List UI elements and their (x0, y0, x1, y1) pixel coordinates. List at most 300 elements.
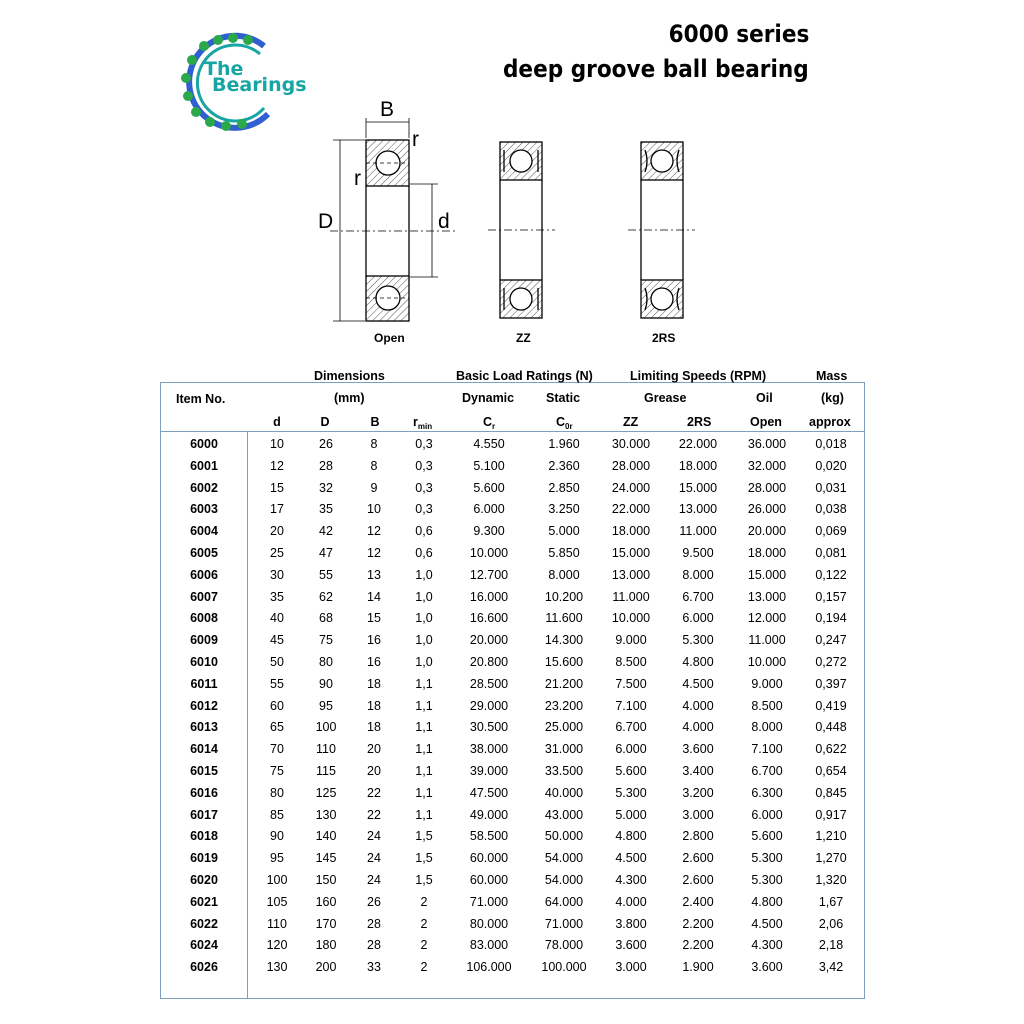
cell-speed-zz: 3.600 (615, 938, 647, 953)
cell-outer-d: 42 (319, 524, 333, 539)
cell-speed-zz: 24.000 (611, 480, 651, 495)
cell-speed-2rs: 5.300 (682, 633, 714, 648)
cell-outer-d: 80 (319, 654, 333, 669)
cell-item-no: 6017 (190, 807, 218, 822)
cell-speed-oil: 32.000 (747, 458, 787, 473)
cell-bore-d: 100 (266, 872, 288, 887)
header-grease: Grease (644, 391, 687, 405)
cell-dynamic-cr: 5.100 (473, 458, 505, 473)
cell-bore-d: 40 (270, 611, 284, 626)
cell-bore-d: 90 (270, 829, 284, 844)
cell-bore-d: 55 (270, 676, 284, 691)
cell-static-c0r: 25.000 (544, 720, 584, 735)
cell-mass: 0,031 (815, 480, 847, 495)
table-row (160, 805, 865, 827)
cell-static-c0r: 3.250 (548, 502, 580, 517)
cell-mass: 1,320 (815, 872, 847, 887)
cell-bore-d: 95 (270, 851, 284, 866)
cell-bore-d: 35 (270, 589, 284, 604)
cell-speed-2rs: 18.000 (678, 458, 718, 473)
cell-outer-d: 125 (315, 785, 337, 800)
cell-r-min: 2 (420, 894, 428, 909)
cell-outer-d: 150 (315, 872, 337, 887)
page-title: 6000 series (668, 20, 809, 48)
cell-static-c0r: 33.500 (544, 763, 584, 778)
cell-r-min: 1,5 (415, 872, 433, 887)
cell-r-min: 0,3 (415, 437, 433, 451)
table-row (160, 892, 865, 914)
table-row (160, 914, 865, 936)
cell-static-c0r: 78.000 (544, 938, 584, 953)
cell-speed-zz: 9.000 (615, 633, 647, 648)
cell-speed-oil: 18.000 (747, 545, 787, 560)
cell-r-min: 2 (420, 960, 428, 975)
header-static: Static (546, 391, 581, 405)
cell-speed-oil: 20.000 (747, 524, 787, 539)
cell-speed-2rs: 2.600 (682, 872, 714, 887)
cell-mass: 0,917 (815, 807, 847, 822)
cell-width-b: 26 (367, 894, 381, 909)
cell-static-c0r: 64.000 (544, 894, 584, 909)
cell-outer-d: 200 (315, 960, 337, 975)
cell-r-min: 1,5 (415, 851, 433, 866)
cell-static-c0r: 23.200 (544, 698, 584, 713)
cell-width-b: 22 (367, 785, 381, 800)
zz-bearing-section (488, 142, 555, 318)
cell-speed-zz: 28.000 (611, 458, 651, 473)
cell-width-b: 18 (367, 720, 381, 735)
cell-mass: 0,845 (815, 785, 847, 800)
cell-bore-d: 10 (270, 437, 284, 451)
cell-dynamic-cr: 6.000 (473, 502, 505, 517)
cell-mass: 0,157 (815, 589, 847, 604)
header-cr-subscript: r (492, 422, 496, 431)
cell-mass: 0,654 (815, 763, 847, 778)
header-dynamic: Dynamic (462, 391, 515, 405)
dimension-label-r-top: r (412, 128, 419, 151)
cell-item-no: 6010 (190, 654, 218, 669)
cell-width-b: 22 (367, 807, 381, 822)
cell-outer-d: 100 (315, 720, 337, 735)
cell-outer-d: 26 (319, 437, 333, 451)
cell-speed-2rs: 6.700 (682, 589, 714, 604)
cell-dynamic-cr: 47.500 (469, 785, 509, 800)
header-c0r-symbol: C (556, 415, 566, 429)
cell-bore-d: 75 (270, 763, 284, 778)
cell-static-c0r: 50.000 (544, 829, 584, 844)
cell-dynamic-cr: 16.000 (469, 589, 509, 604)
cell-speed-oil: 36.000 (747, 437, 787, 451)
cell-dynamic-cr: 58.500 (469, 829, 509, 844)
cell-r-min: 1,5 (415, 829, 433, 844)
cell-width-b: 33 (367, 960, 381, 975)
cell-dynamic-cr: 9.300 (473, 524, 505, 539)
table-row (160, 652, 865, 674)
cell-speed-2rs: 1.900 (682, 960, 714, 975)
cell-speed-zz: 7.100 (615, 698, 647, 713)
cell-r-min: 1,0 (415, 654, 433, 669)
cell-speed-zz: 7.500 (615, 676, 647, 691)
cell-mass: 1,210 (815, 829, 847, 844)
header-open: Open (750, 415, 782, 429)
table-row (160, 630, 865, 652)
cell-speed-2rs: 4.500 (682, 676, 714, 691)
cell-speed-oil: 4.800 (751, 894, 783, 909)
cell-width-b: 10 (367, 502, 381, 517)
header-b: B (370, 415, 380, 429)
cell-static-c0r: 11.600 (545, 611, 583, 626)
cell-r-min: 1,0 (415, 633, 433, 648)
cell-mass: 0,272 (815, 654, 847, 669)
cell-dynamic-cr: 83.000 (469, 938, 509, 953)
cell-outer-d: 28 (319, 458, 333, 473)
cell-bore-d: 20 (270, 524, 284, 539)
cell-speed-2rs: 13.000 (678, 502, 718, 517)
table-body (160, 434, 865, 979)
header-r-symbol: r (413, 415, 418, 429)
cell-speed-2rs: 4.000 (682, 720, 714, 735)
cell-width-b: 18 (367, 676, 381, 691)
cell-dynamic-cr: 80.000 (469, 916, 509, 931)
cell-dynamic-cr: 49.000 (469, 807, 509, 822)
cell-static-c0r: 5.000 (548, 524, 580, 539)
table-row (160, 826, 865, 848)
cell-static-c0r: 100.000 (541, 960, 587, 975)
table-row (160, 935, 865, 957)
cell-speed-oil: 13.000 (747, 589, 787, 604)
cell-speed-oil: 8.000 (751, 720, 783, 735)
cell-speed-oil: 6.700 (751, 763, 783, 778)
cell-static-c0r: 10.200 (544, 589, 584, 604)
cell-outer-d: 35 (319, 502, 333, 517)
cell-item-no: 6016 (190, 785, 218, 800)
cell-mass: 0,081 (815, 545, 847, 560)
cell-speed-2rs: 22.000 (678, 437, 718, 451)
table-row (160, 521, 865, 543)
cell-dynamic-cr: 20.800 (469, 654, 509, 669)
cell-static-c0r: 2.360 (548, 458, 580, 473)
cell-speed-oil: 15.000 (747, 567, 787, 582)
cell-r-min: 2 (420, 916, 428, 931)
cell-speed-oil: 4.500 (751, 916, 783, 931)
cell-r-min: 1,1 (415, 698, 433, 713)
cell-speed-2rs: 3.400 (682, 763, 714, 778)
cell-width-b: 20 (367, 742, 381, 757)
cell-dynamic-cr: 106.000 (466, 960, 512, 975)
brand-name-line1: The (204, 58, 244, 80)
cell-speed-zz: 11.000 (612, 589, 650, 604)
cell-item-no: 6004 (190, 524, 218, 539)
cell-outer-d: 145 (315, 851, 337, 866)
cell-static-c0r: 2.850 (548, 480, 580, 495)
cell-bore-d: 50 (270, 654, 284, 669)
cell-speed-oil: 6.300 (751, 785, 783, 800)
table-row (160, 848, 865, 870)
cell-dynamic-cr: 5.600 (473, 480, 505, 495)
cell-item-no: 6021 (190, 894, 218, 909)
cell-bore-d: 25 (270, 545, 284, 560)
cell-r-min: 0,6 (415, 524, 433, 539)
cell-mass: 1,67 (818, 894, 844, 909)
cell-bore-d: 15 (270, 480, 284, 495)
brand-name-line2: Bearings (212, 74, 307, 96)
cell-mass: 2,18 (818, 938, 844, 953)
cell-mass: 0,069 (815, 524, 847, 539)
cell-speed-2rs: 2.400 (682, 894, 714, 909)
cell-mass: 0,622 (815, 742, 847, 757)
cell-bore-d: 110 (267, 916, 287, 931)
cell-speed-zz: 6.000 (615, 742, 647, 757)
cell-width-b: 12 (367, 524, 381, 539)
cell-r-min: 1,1 (415, 720, 433, 735)
header-item-no: Item No. (176, 392, 226, 406)
cell-dynamic-cr: 29.000 (469, 698, 509, 713)
header-cr-symbol: C (483, 415, 493, 429)
table-row (160, 957, 865, 979)
cell-item-no: 6018 (190, 829, 218, 844)
cell-item-no: 6007 (190, 589, 218, 604)
caption-zz: ZZ (516, 331, 531, 345)
header-oil: Oil (756, 391, 773, 405)
dimension-label-outer-d: D (318, 210, 334, 233)
table-row (160, 608, 865, 630)
cell-speed-zz: 4.000 (615, 894, 647, 909)
cell-mass: 0,122 (815, 567, 847, 582)
cell-mass: 0,397 (815, 676, 847, 691)
cell-bore-d: 45 (270, 633, 284, 648)
table-row (160, 434, 865, 456)
cell-speed-oil: 11.000 (748, 633, 786, 648)
header-r-min (413, 415, 432, 431)
header-approx: approx (809, 415, 851, 429)
table-row (160, 587, 865, 609)
cell-speed-oil: 6.000 (751, 807, 783, 822)
cell-item-no: 6022 (190, 916, 218, 931)
cell-width-b: 24 (367, 851, 381, 866)
cell-speed-zz: 22.000 (611, 502, 651, 517)
cell-bore-d: 105 (266, 894, 288, 909)
cell-speed-oil: 8.500 (751, 698, 783, 713)
cell-bore-d: 12 (270, 458, 284, 473)
cell-r-min: 2 (420, 938, 428, 953)
cell-speed-zz: 10.000 (611, 611, 651, 626)
cell-speed-2rs: 6.000 (682, 611, 714, 626)
caption-2rs: 2RS (652, 331, 676, 345)
cell-mass: 1,270 (815, 851, 847, 866)
header-d: d (273, 415, 281, 429)
cell-width-b: 28 (367, 916, 381, 931)
cell-static-c0r: 21.200 (544, 676, 584, 691)
cell-speed-2rs: 3.200 (682, 785, 714, 800)
caption-open: Open (374, 331, 405, 345)
header-outer-d: D (320, 415, 330, 429)
cell-item-no: 6012 (190, 698, 218, 713)
cell-r-min: 1,1 (415, 742, 433, 757)
cell-outer-d: 160 (315, 894, 337, 909)
cell-width-b: 24 (367, 829, 381, 844)
cell-bore-d: 60 (270, 698, 284, 713)
cell-dynamic-cr: 38.000 (469, 742, 509, 757)
cell-width-b: 9 (370, 480, 378, 495)
header-cr (483, 415, 495, 431)
cell-speed-2rs: 4.800 (682, 654, 714, 669)
cell-width-b: 16 (367, 633, 381, 648)
cell-dynamic-cr: 39.000 (469, 763, 509, 778)
table-row (160, 870, 865, 892)
cell-speed-2rs: 3.000 (682, 807, 714, 822)
cell-mass: 0,419 (815, 698, 847, 713)
cell-outer-d: 62 (319, 589, 333, 604)
table-row (160, 565, 865, 587)
cell-outer-d: 68 (319, 611, 333, 626)
cell-speed-2rs: 9.500 (682, 545, 714, 560)
cell-static-c0r: 43.000 (544, 807, 584, 822)
cell-speed-2rs: 11.000 (679, 524, 717, 539)
cell-speed-oil: 28.000 (747, 480, 787, 495)
cell-speed-2rs: 2.200 (682, 938, 714, 953)
cell-outer-d: 95 (319, 698, 333, 713)
header-dimensions-unit: (mm) (334, 391, 365, 405)
2rs-bearing-section (628, 142, 695, 318)
cell-mass: 0,194 (815, 611, 847, 626)
cell-dynamic-cr: 4.550 (473, 437, 505, 451)
cell-r-min: 1,1 (415, 807, 433, 822)
cell-width-b: 14 (367, 589, 381, 604)
cell-bore-d: 30 (270, 567, 284, 582)
cell-speed-oil: 5.300 (751, 851, 783, 866)
cell-static-c0r: 71.000 (544, 916, 584, 931)
cell-mass: 2,06 (818, 916, 844, 931)
bearing-diagrams (0, 0, 1024, 360)
open-bearing-section (330, 118, 455, 321)
cell-speed-zz: 30.000 (611, 437, 651, 451)
cell-item-no: 6011 (190, 676, 218, 691)
cell-r-min: 0,3 (415, 458, 433, 473)
cell-speed-2rs: 2.600 (682, 851, 714, 866)
cell-r-min: 0,6 (415, 545, 433, 560)
cell-static-c0r: 1.960 (548, 437, 580, 451)
cell-speed-zz: 4.300 (615, 872, 647, 887)
cell-width-b: 20 (367, 763, 381, 778)
cell-item-no: 6015 (190, 763, 218, 778)
dimension-label-bore-d: d (438, 210, 450, 233)
header-limiting-speeds: Limiting Speeds (RPM) (630, 369, 767, 383)
cell-outer-d: 180 (315, 938, 337, 953)
cell-r-min: 1,0 (415, 611, 433, 626)
cell-width-b: 8 (370, 437, 378, 451)
cell-speed-zz: 5.000 (615, 807, 647, 822)
cell-static-c0r: 54.000 (544, 872, 584, 887)
cell-outer-d: 75 (319, 633, 333, 648)
cell-speed-oil: 5.300 (751, 872, 783, 887)
cell-item-no: 6009 (190, 633, 218, 648)
header-mass-unit: (kg) (821, 391, 844, 405)
cell-speed-oil: 26.000 (747, 502, 787, 517)
cell-width-b: 18 (367, 698, 381, 713)
cell-dynamic-cr: 10.000 (469, 545, 509, 560)
cell-static-c0r: 5.850 (548, 545, 580, 560)
cell-outer-d: 115 (316, 763, 336, 778)
cell-mass: 0,038 (815, 502, 847, 517)
cell-item-no: 6013 (190, 720, 218, 735)
table-row (160, 499, 865, 521)
dimension-label-b: B (380, 98, 395, 121)
table-row (160, 761, 865, 783)
table-row (160, 696, 865, 718)
cell-speed-zz: 4.800 (615, 829, 647, 844)
table-row (160, 674, 865, 696)
cell-speed-zz: 5.600 (615, 763, 647, 778)
cell-speed-oil: 10.000 (747, 654, 787, 669)
cell-speed-oil: 9.000 (751, 676, 783, 691)
cell-width-b: 28 (367, 938, 381, 953)
cell-speed-2rs: 2.200 (682, 916, 714, 931)
cell-mass: 0,018 (815, 437, 847, 451)
cell-bore-d: 130 (266, 960, 288, 975)
cell-dynamic-cr: 12.700 (469, 567, 509, 582)
cell-item-no: 6026 (190, 960, 218, 975)
header-c0r-subscript: 0r (565, 422, 573, 431)
cell-dynamic-cr: 16.600 (469, 611, 509, 626)
cell-dynamic-cr: 28.500 (469, 676, 509, 691)
table-row (160, 478, 865, 500)
cell-static-c0r: 31.000 (544, 742, 584, 757)
cell-item-no: 6019 (190, 851, 218, 866)
cell-r-min: 1,1 (415, 676, 433, 691)
cell-speed-zz: 5.300 (615, 785, 647, 800)
page-subtitle: deep groove ball bearing (503, 55, 809, 83)
cell-bore-d: 70 (270, 742, 284, 757)
cell-item-no: 6001 (190, 458, 218, 473)
cell-item-no: 6014 (190, 742, 218, 757)
cell-outer-d: 170 (315, 916, 337, 931)
cell-bore-d: 120 (266, 938, 288, 953)
cell-speed-zz: 18.000 (611, 524, 651, 539)
cell-item-no: 6008 (190, 611, 218, 626)
cell-static-c0r: 14.300 (544, 633, 584, 648)
cell-speed-zz: 3.800 (615, 916, 647, 931)
header-c0r (556, 415, 573, 431)
cell-bore-d: 65 (270, 720, 284, 735)
cell-width-b: 8 (370, 458, 378, 473)
cell-mass: 3,42 (818, 960, 844, 975)
cell-speed-zz: 13.000 (611, 567, 651, 582)
cell-speed-zz: 4.500 (615, 851, 647, 866)
cell-bore-d: 17 (270, 502, 284, 517)
cell-item-no: 6000 (190, 437, 218, 451)
cell-width-b: 13 (367, 567, 381, 582)
cell-item-no: 6020 (190, 872, 218, 887)
cell-item-no: 6024 (190, 938, 218, 953)
header-2rs: 2RS (687, 415, 712, 429)
cell-mass: 0,247 (815, 633, 847, 648)
header-zz: ZZ (623, 415, 639, 429)
cell-width-b: 15 (367, 611, 381, 626)
cell-dynamic-cr: 60.000 (469, 851, 509, 866)
header-load-ratings: Basic Load Ratings (N) (456, 369, 593, 383)
cell-mass: 0,448 (815, 720, 847, 735)
cell-outer-d: 32 (319, 480, 333, 495)
cell-width-b: 16 (367, 654, 381, 669)
cell-speed-oil: 7.100 (751, 742, 783, 757)
cell-width-b: 24 (367, 872, 381, 887)
cell-speed-2rs: 2.800 (682, 829, 714, 844)
cell-dynamic-cr: 60.000 (469, 872, 509, 887)
table-row (160, 717, 865, 739)
cell-static-c0r: 15.600 (544, 654, 584, 669)
header-divider (160, 431, 865, 432)
table-row (160, 783, 865, 805)
